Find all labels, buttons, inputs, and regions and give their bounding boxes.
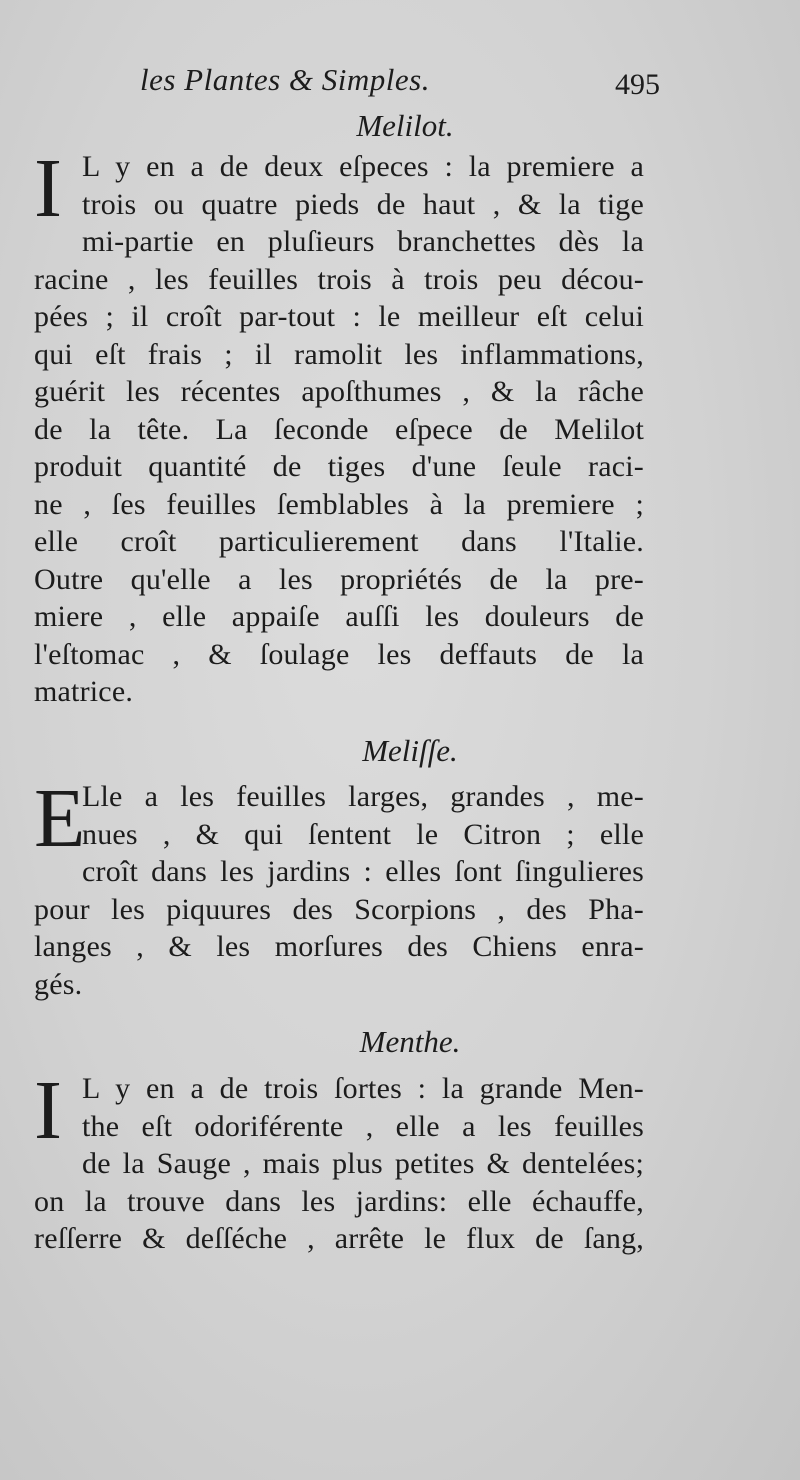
entry-melilot xyxy=(34,142,644,711)
text-line: pées ; il croît par-tout : le meilleur eſt celui xyxy=(34,300,644,333)
text-line: reſſerre & deſſéche , arrête le flux de ſang, xyxy=(34,1222,644,1255)
text-line: guérit les récentes apoſthumes , & la râche xyxy=(34,375,644,408)
text-line: ne , ſes feuilles ſemblables à la premiere ; xyxy=(34,487,644,521)
entry-melisse xyxy=(34,772,644,1003)
text-line: gés. xyxy=(34,967,83,1001)
text-line: mi-partie en pluſieurs branchettes dès la xyxy=(82,225,644,258)
text-line: langes , & les morſures des Chiens enra- xyxy=(34,930,644,963)
text-line: de la Sauge , mais plus petites & dentelées; xyxy=(82,1147,644,1180)
entry-title-menthe: Menthe. xyxy=(359,1024,461,1059)
text-line: trois ou quatre pieds de haut , & la tige xyxy=(82,187,644,221)
running-title: les Plantes & Simples. xyxy=(140,62,430,97)
text-line: elle croît particulierement dans l'Italie. xyxy=(34,525,644,558)
text-line: qui eſt frais ; il ramolit les inflammations, xyxy=(34,337,644,371)
text-line: de la tête. La ſeconde eſpece de Melilot xyxy=(34,412,644,446)
text-line: racine , les feuilles trois à trois peu décou- xyxy=(34,262,644,296)
drop-cap: I xyxy=(34,142,62,235)
page-number: 495 xyxy=(615,68,660,101)
text-line: croît dans les jardins : elles ſont ſingulieres xyxy=(82,855,644,888)
text-line: pour les piquures des Scorpions , des Pha- xyxy=(34,892,644,926)
text-line: nues , & qui ſentent le Citron ; elle xyxy=(82,817,644,851)
drop-cap: E xyxy=(34,772,86,865)
text-line: on la trouve dans les jardins: elle échauffe, xyxy=(34,1184,644,1218)
text-line: l'eſtomac , & ſoulage les deffauts de la xyxy=(34,637,644,671)
text-line: L y en a de trois ſortes : la grande Men- xyxy=(82,1072,644,1105)
text-line: produit quantité de tiges d'une ſeule raci- xyxy=(34,450,644,483)
text-line: Outre qu'elle a les propriétés de la pre- xyxy=(34,562,644,596)
text-line: matrice. xyxy=(34,675,134,708)
text-line: Lle a les feuilles larges, grandes , me- xyxy=(82,780,644,813)
text-line: miere , elle appaiſe auſſi les douleurs de xyxy=(34,600,644,633)
entry-menthe xyxy=(34,1064,644,1258)
text-line: the eſt odoriférente , elle a les feuilles xyxy=(82,1109,644,1143)
page-header xyxy=(140,62,660,106)
entry-title-melisse: Meliſſe. xyxy=(362,733,458,768)
drop-cap: I xyxy=(34,1064,62,1157)
entry-title-melilot: Melilot. xyxy=(356,108,454,143)
text-line: L y en a de deux eſpeces : la premiere a xyxy=(82,150,644,183)
